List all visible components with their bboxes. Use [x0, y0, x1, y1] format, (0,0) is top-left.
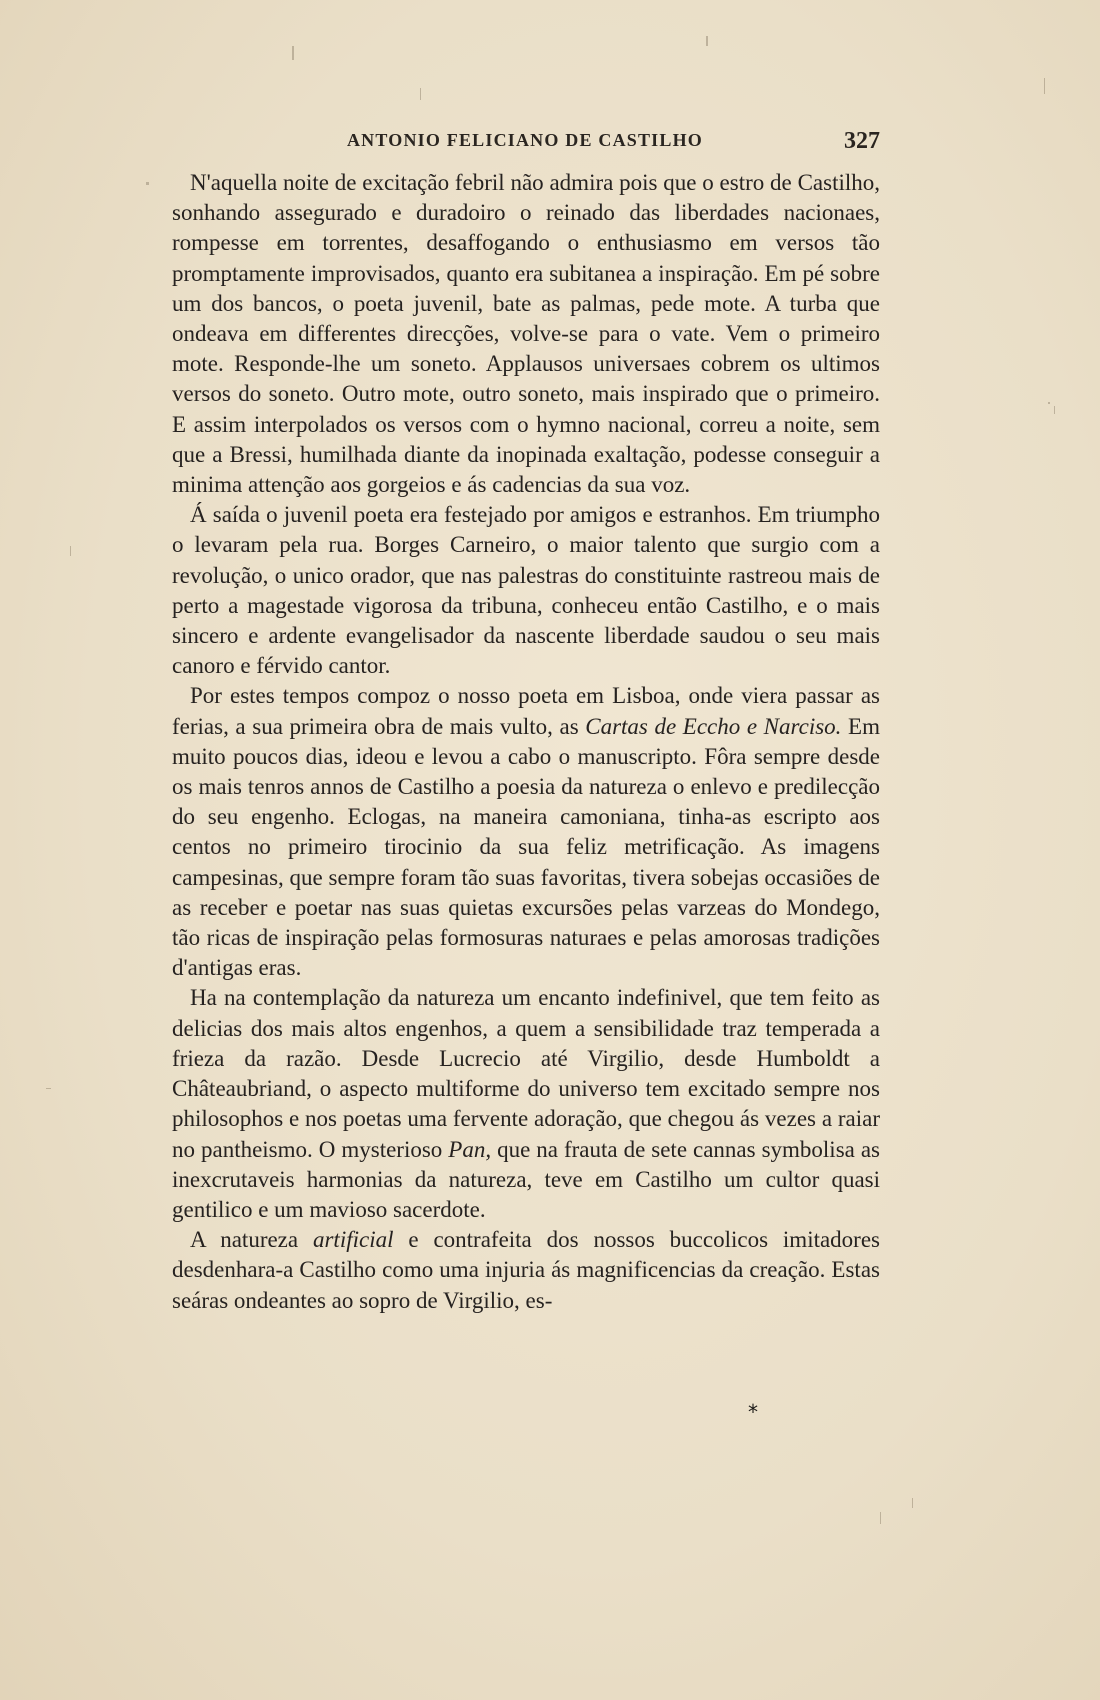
page-number: 327	[844, 128, 880, 154]
body-text	[172, 168, 880, 1316]
paragraph-text: Ha na contemplação da natureza um encanto indefinivel, que tem feito as delicias dos mais altos engenhos, a quem a sensibilidade traz temperada a frieza da razão. Desde Lucrecio até Virgilio, desde Humboldt a Châteaubriand, o aspecto multiforme do universo tem excitado sempre nos philosophos e nos poetas uma fervente adoração, que chegou ás vezes a raiar no pantheismo. O mysterioso	[172, 985, 880, 1162]
paragraph	[172, 168, 880, 500]
paragraph-text: Á saída o juvenil poeta era festejado por amigos e estranhos. Em triumpho o levaram pela rua. Borges Carneiro, o maior talento que surgio com a revolução, o unico orador, que nas palestras do constituinte rastreou mais de perto a magestade vigorosa da tribuna, conheceu então Castilho, e o mais sincero e ardente evangelisador da nascente liberdade saudou o seu mais canoro e férvido cantor.	[172, 502, 880, 679]
paragraph-text: N'aquella noite de excitação febril não admira pois que o estro de Castilho, sonhando assegurado e duradoiro o reinado das liberdades nacionaes, rompesse em torrentes, desaffogando o enthusiasmo em versos tão promptamente improvisados, quanto era subitanea a inspiração. Em pé sobre um dos bancos, o poeta juvenil, bate as palmas, pede mote. A turba que ondeava em differentes direcções, volve-se para o vate. Vem o primeiro mote. Responde-lhe um soneto. Applausos universaes cobrem os ultimos versos do soneto. Outro mote, outro soneto, mais inspirado que o primeiro. E assim interpolados os versos com o hymno nacional, correu a noite, sem que a Bressi, humilhada diante da inopinada exaltação, podesse conseguir a minima attenção aos gorgeios e ás cadencias da sua voz.	[172, 170, 880, 498]
paragraph	[172, 681, 880, 983]
paragraph-text: que na frauta de sete cannas symbolisa as inexcrutaveis harmonias da natureza, teve em Castilho um cultor quasi gentilico e um mavioso sacerdote.	[172, 1136, 880, 1222]
paragraph-text: Em muito poucos dias, ideou e levou a cabo o manuscripto. Fôra sempre desde os mais tenros annos de Castilho a poesia da natureza o enlevo e predilecção do seu engenho. Eclogas, na maneira camoniana, tinha-as escripto aos centos no primeiro tirocinio da sua feliz metrificação. As imagens campesinas, que sempre foram tão suas favoritas, tivera sobejas occasiões de as receber e poetar nas suas quietas excursões pelas varzeas do Mondego, tão ricas de inspiração pelas formosuras naturaes e pelas amorosas tradições d'antigas eras.	[172, 713, 880, 981]
paragraph	[172, 983, 880, 1225]
paragraph-text: A natureza	[190, 1227, 313, 1253]
running-head-title: ANTONIO FELICIANO DE CASTILHO	[346, 130, 704, 150]
italic-text: artificial	[312, 1227, 394, 1253]
paragraph-text: e contrafeita dos nossos buccolicos imitadores desdenhara-a Castilho como uma injuria ás magnificencias da creação. Estas seáras ondeantes ao sopro de Virgilio, es-	[172, 1227, 881, 1313]
paragraph	[172, 500, 880, 681]
paragraph	[172, 1225, 880, 1316]
paragraph-text: Por estes tempos compoz o nosso poeta em Lisboa, onde viera passar as ferias, a sua primeira obra de mais vulto, as	[172, 683, 880, 739]
italic-text: Cartas de Eccho e Narciso.	[585, 713, 842, 739]
running-head	[170, 128, 880, 158]
signature-mark: *	[748, 1400, 758, 1424]
italic-text: Pan,	[448, 1136, 492, 1162]
